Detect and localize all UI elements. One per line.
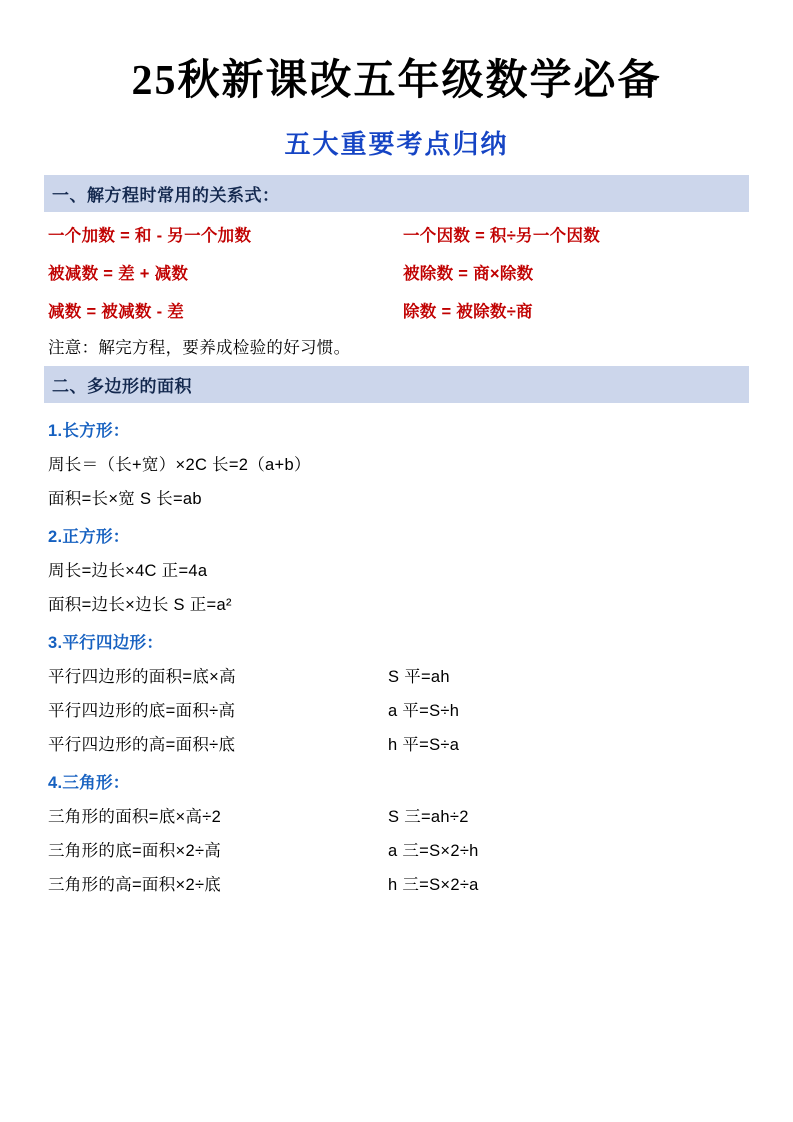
formula-line: 周长=边长×4C 正=4a (48, 562, 208, 581)
subsection-triangle (44, 769, 749, 895)
subsection-title: 2.正方形： (48, 528, 130, 547)
subsection-parallelogram (44, 629, 749, 755)
relation-item: 减数 = 被减数 - 差 (48, 303, 185, 322)
formula-right: S 平=ah (388, 668, 450, 687)
formula-row (48, 731, 749, 755)
relation-item: 被减数 = 差 + 减数 (48, 265, 189, 284)
formula-left: 三角形的底=面积×2÷高 (48, 842, 222, 861)
formula-line: 面积=边长×边长 S 正=a² (48, 596, 232, 615)
page-title: 25秋新课改五年级数学必备 (131, 58, 662, 104)
formula-row (48, 697, 749, 721)
formula-row (48, 837, 749, 861)
formula-left: 平行四边形的高=面积÷底 (48, 736, 236, 755)
formula-left: 三角形的面积=底×高÷2 (48, 808, 222, 827)
formula-row (48, 803, 749, 827)
formula-right: a 三=S×2÷h (388, 842, 479, 861)
page-subtitle: 五大重要考点归纳 (284, 130, 509, 160)
relation-item: 一个因数 = 积÷另一个因数 (403, 227, 601, 246)
section-heading-equations: 一、解方程时常用的关系式： (44, 175, 749, 212)
subsection-title: 1.长方形： (48, 422, 130, 441)
formula-row (48, 871, 749, 895)
subsection-title: 4.三角形： (48, 774, 130, 793)
formula-row (48, 663, 749, 687)
section-heading-polygon-area: 二、多边形的面积 (44, 366, 749, 403)
formula-right: h 三=S×2÷a (388, 876, 479, 895)
formula-right: S 三=ah÷2 (388, 808, 469, 827)
formula-left: 平行四边形的底=面积÷高 (48, 702, 236, 721)
relation-item: 被除数 = 商×除数 (403, 265, 534, 284)
formula-right: h 平=S÷a (388, 736, 460, 755)
formula-left: 三角形的高=面积×2÷底 (48, 876, 222, 895)
equation-relations-grid (48, 222, 749, 322)
relation-item: 一个加数 = 和 - 另一个加数 (48, 227, 252, 246)
relation-item: 除数 = 被除数÷商 (403, 303, 533, 322)
subsection-title: 3.平行四边形： (48, 634, 164, 653)
subsection-rectangle (44, 417, 749, 509)
subsection-square (44, 523, 749, 615)
formula-line: 面积=长×宽 S 长=ab (48, 490, 202, 509)
equations-note: 注意：解完方程，要养成检验的好习惯。 (48, 339, 351, 358)
formula-line: 周长＝（长+宽）×2C 长=2（a+b） (48, 456, 311, 475)
formula-right: a 平=S÷h (388, 702, 460, 721)
formula-left: 平行四边形的面积=底×高 (48, 668, 236, 687)
